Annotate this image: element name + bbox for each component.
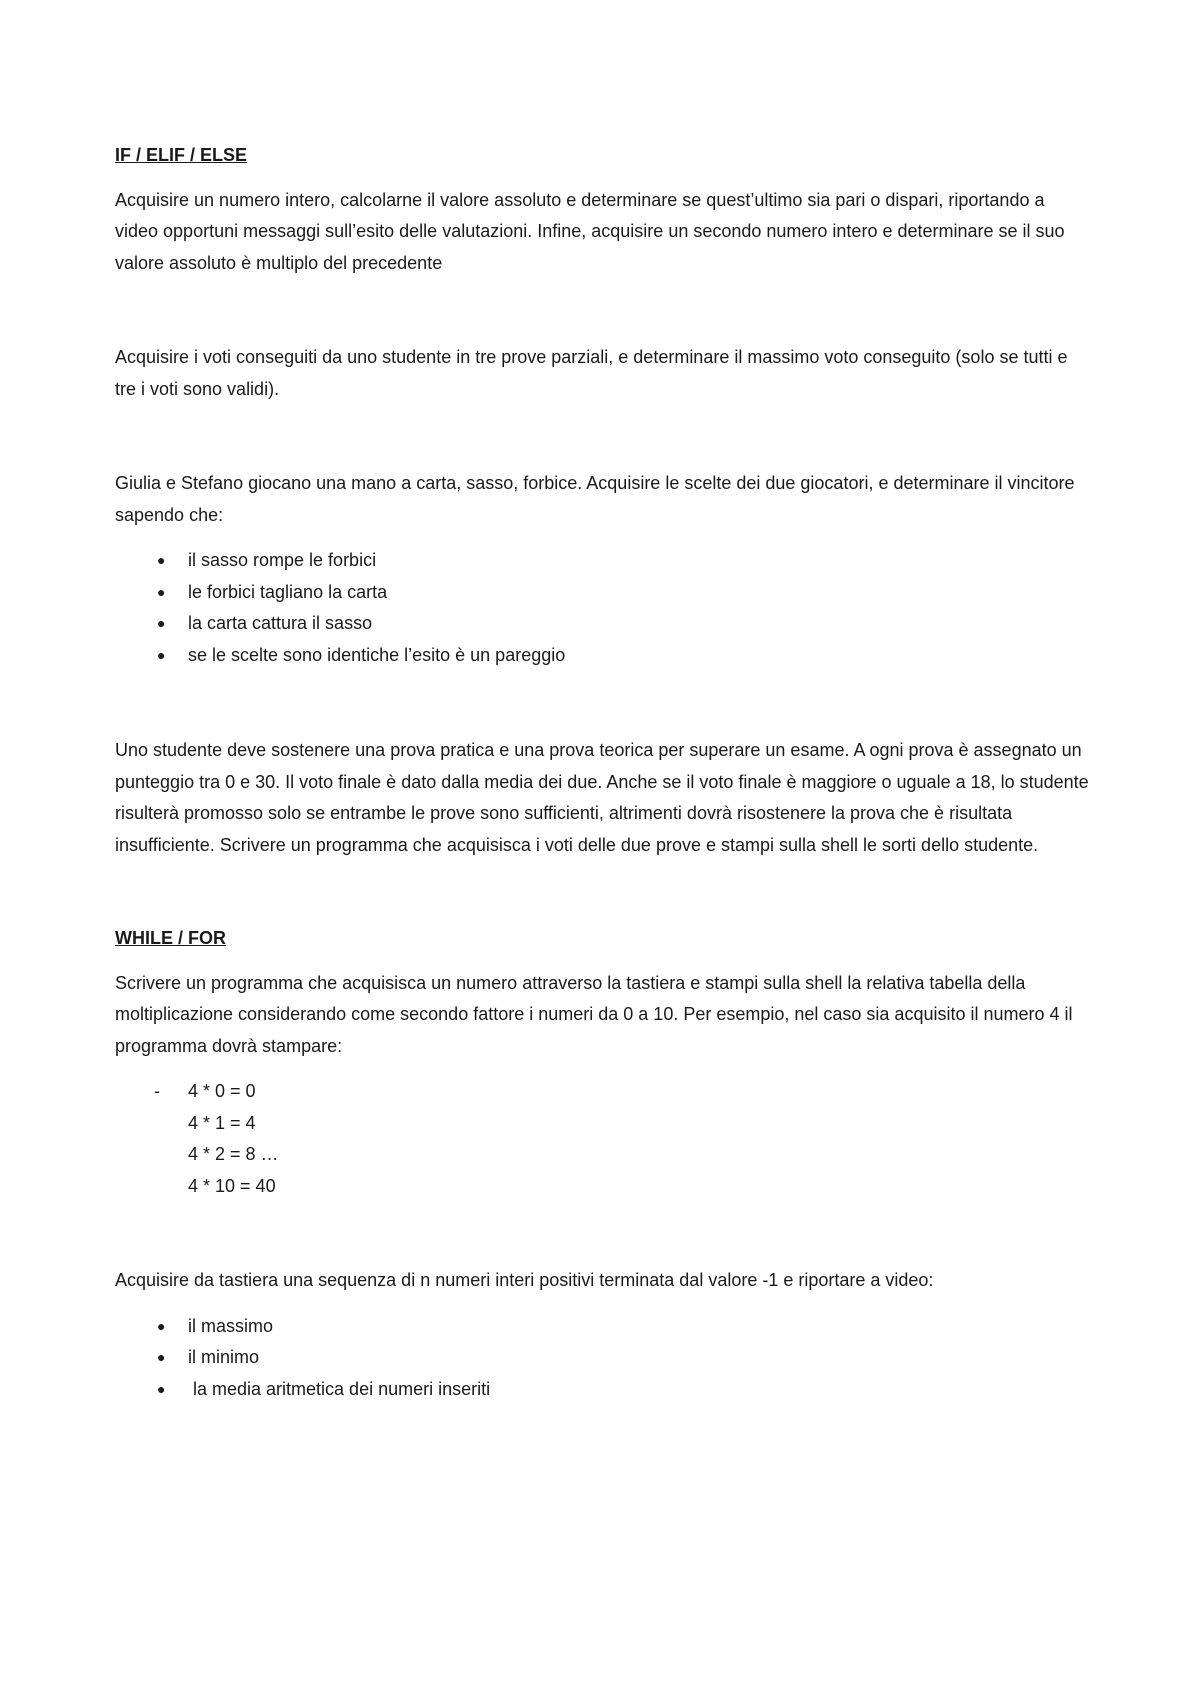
example-output-list [115, 1076, 1090, 1202]
list-item: ● la carta cattura il sasso [115, 608, 1090, 640]
exercise-abs-value: Acquisire un numero intero, calcolarne il valore assoluto e determinare se quest’ultimo sia pari o dispari, riportando a video opportuni messaggi sull’esito delle valutazioni. Infine, acquisire un secondo numero intero e determinare se il suo valore assoluto è multiplo del precedente [115, 189, 1065, 273]
bullet-icon: ● [157, 583, 166, 600]
list-item: ● il minimo [115, 1342, 1090, 1374]
list-item: ● se le scelte sono identiche l’esito è un pareggio [115, 640, 1090, 672]
list-item: ● le forbici tagliano la carta [115, 577, 1090, 609]
section-heading-if-elif-else: IF / ELIF / ELSE [115, 145, 248, 165]
exercise-rock-paper-scissors: Giulia e Stefano giocano una mano a carta, sasso, forbice. Acquisire le scelte dei due giocatori, e determinare il vincitore sapendo che: [115, 473, 1075, 525]
list-item: ● la media aritmetica dei numeri inseriti [115, 1374, 1090, 1406]
dash-icon: - [154, 1081, 160, 1101]
list-item: 4 * 1 = 4 [188, 1112, 256, 1133]
bullet-icon: ● [157, 1380, 166, 1397]
list-item: 4 * 2 = 8 … [188, 1144, 279, 1164]
exercise-multiplication-table: Scrivere un programma che acquisisca un numero attraverso la tastiera e stampi sulla shell la relativa tabella della moltiplicazione considerando come secondo fattore i numeri da 0 a 10. Per esempio, nel caso sia acquisito il numero 4 il programma dovrà stampare: [115, 972, 1073, 1056]
exercise-exam-grade: Uno studente deve sostenere una prova pratica e una prova teorica per superare un esame. A ogni prova è assegnato un punteggio tra 0 e 30. Il voto finale è dato dalla media dei due. Anche se il voto finale è maggiore o uguale a 18, lo studente risulterà promosso solo se entrambe le prove sono sufficienti, altrimenti dovrà risostenere la prova che è risultata insufficiente. Scrivere un programma che acquisisca i voti delle due prove e stampi sulla shell le sorti dello studente. [115, 740, 1089, 855]
bullet-icon: ● [157, 646, 166, 663]
section-heading-while-for: WHILE / FOR [115, 928, 226, 948]
rules-list [115, 545, 1090, 671]
list-item: ● il massimo [115, 1311, 1090, 1343]
list-item: 4 * 10 = 40 [188, 1175, 276, 1196]
bullet-icon: ● [157, 615, 166, 631]
bullet-icon: ● [157, 1349, 166, 1365]
list-item: - 4 * 0 = 0 [115, 1076, 1090, 1108]
bullet-icon: ● [157, 552, 166, 568]
stats-list [115, 1311, 1090, 1406]
list-item: ● il sasso rompe le forbici [115, 545, 1090, 577]
bullet-icon: ● [157, 1317, 166, 1334]
exercise-sequence-stats: Acquisire da tastiera una sequenza di n numeri interi positivi terminata dal valore -1 e riportare a video: [115, 1270, 934, 1290]
document-page [115, 140, 1090, 1405]
exercise-max-grade: Acquisire i voti conseguiti da uno studente in tre prove parziali, e determinare il massimo voto conseguito (solo se tutti e tre i voti sono validi). [115, 347, 1068, 399]
